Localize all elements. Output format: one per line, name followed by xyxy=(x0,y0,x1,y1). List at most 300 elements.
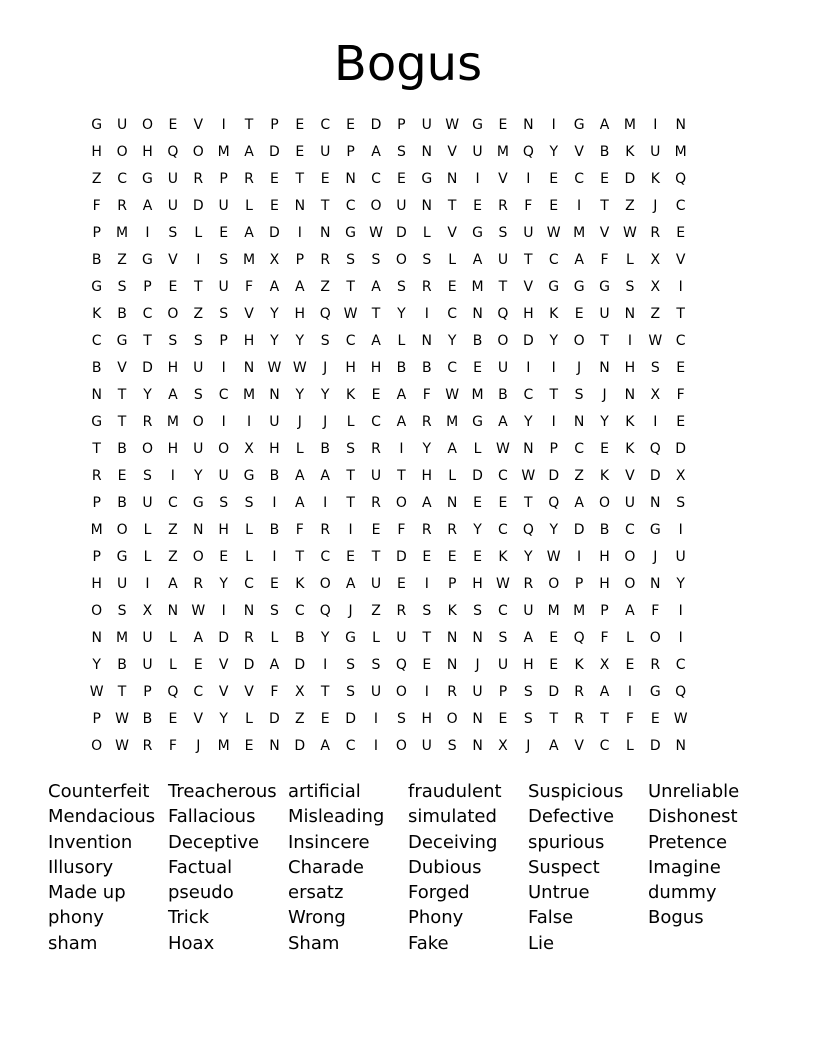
grid-letter[interactable]: M xyxy=(547,603,560,619)
grid-letter[interactable]: A xyxy=(244,225,254,241)
grid-letter[interactable]: E xyxy=(473,198,482,214)
grid-letter[interactable]: Z xyxy=(574,468,584,484)
grid-letter[interactable]: I xyxy=(526,171,531,187)
grid-letter[interactable]: S xyxy=(168,225,178,241)
grid-letter[interactable]: E xyxy=(320,711,330,727)
grid-letter[interactable]: C xyxy=(498,468,508,484)
grid-letter[interactable]: C xyxy=(193,684,204,700)
grid-letter[interactable]: T xyxy=(371,306,381,322)
grid-letter[interactable]: C xyxy=(675,198,686,214)
grid-letter[interactable]: Y xyxy=(320,387,330,403)
grid-letter[interactable]: C xyxy=(498,522,508,538)
grid-letter[interactable]: E xyxy=(168,711,178,727)
grid-letter[interactable]: P xyxy=(143,279,152,295)
grid-letter[interactable]: B xyxy=(320,441,331,457)
grid-letter[interactable]: I xyxy=(272,549,277,565)
grid-letter[interactable]: I xyxy=(373,711,379,727)
grid-letter[interactable]: B xyxy=(269,522,280,538)
grid-letter[interactable]: N xyxy=(675,117,686,133)
grid-letter[interactable]: U xyxy=(650,144,661,160)
grid-letter[interactable]: M xyxy=(217,144,230,160)
grid-letter[interactable]: A xyxy=(320,738,330,754)
grid-letter[interactable]: C xyxy=(599,738,610,754)
grid-letter[interactable]: P xyxy=(498,684,508,700)
grid-letter[interactable]: F xyxy=(600,252,609,268)
grid-letter[interactable]: P xyxy=(219,171,228,187)
grid-letter[interactable]: C xyxy=(371,414,381,430)
grid-letter[interactable]: T xyxy=(524,495,533,511)
grid-letter[interactable]: O xyxy=(395,738,407,754)
grid-letter[interactable]: L xyxy=(143,549,152,565)
grid-letter[interactable]: I xyxy=(145,225,150,241)
grid-letter[interactable]: T xyxy=(193,279,203,295)
grid-letter[interactable]: S xyxy=(346,441,356,457)
grid-letter[interactable]: E xyxy=(473,549,482,565)
grid-letter[interactable]: C xyxy=(574,171,584,187)
grid-letter[interactable]: Y xyxy=(397,306,406,322)
grid-letter[interactable]: I xyxy=(221,117,226,133)
grid-letter[interactable]: P xyxy=(447,576,457,592)
grid-letter[interactable]: Q xyxy=(573,630,585,646)
grid-letter[interactable]: B xyxy=(269,468,280,484)
grid-letter[interactable]: O xyxy=(370,198,382,214)
grid-letter[interactable]: G xyxy=(91,414,103,430)
grid-letter[interactable]: D xyxy=(548,468,560,484)
grid-letter[interactable]: U xyxy=(497,252,509,268)
grid-letter[interactable]: L xyxy=(625,738,634,754)
grid-letter[interactable]: L xyxy=(245,198,253,214)
grid-letter[interactable]: D xyxy=(294,738,306,754)
grid-letter[interactable]: Y xyxy=(600,414,609,430)
grid-letter[interactable]: Q xyxy=(167,684,179,700)
grid-letter[interactable]: A xyxy=(371,333,381,349)
grid-letter[interactable]: E xyxy=(650,711,660,727)
grid-letter[interactable]: F xyxy=(295,522,304,538)
grid-letter[interactable]: G xyxy=(421,171,433,187)
grid-letter[interactable]: Y xyxy=(92,657,101,673)
grid-letter[interactable]: X xyxy=(269,252,280,268)
grid-letter[interactable]: E xyxy=(549,630,559,646)
grid-letter[interactable]: N xyxy=(243,360,255,376)
grid-letter[interactable]: Y xyxy=(219,711,228,727)
grid-letter[interactable]: E xyxy=(346,549,356,565)
grid-letter[interactable]: C xyxy=(320,117,331,133)
grid-letter[interactable]: R xyxy=(193,576,204,592)
grid-letter[interactable]: M xyxy=(674,144,687,160)
grid-letter[interactable]: U xyxy=(599,306,610,322)
grid-letter[interactable]: B xyxy=(599,144,610,160)
grid-letter[interactable]: E xyxy=(422,657,432,673)
grid-letter[interactable]: O xyxy=(116,522,128,538)
grid-letter[interactable]: K xyxy=(574,657,584,673)
grid-letter[interactable]: M xyxy=(623,117,636,133)
grid-letter[interactable]: S xyxy=(447,738,457,754)
grid-letter[interactable]: L xyxy=(143,522,152,538)
grid-letter[interactable]: N xyxy=(319,225,331,241)
grid-letter[interactable]: W xyxy=(191,603,206,619)
grid-letter[interactable]: C xyxy=(447,360,458,376)
grid-letter[interactable]: X xyxy=(142,603,153,619)
grid-letter[interactable]: T xyxy=(524,252,533,268)
grid-letter[interactable]: C xyxy=(574,441,584,457)
grid-letter[interactable]: R xyxy=(371,495,381,511)
grid-letter[interactable]: H xyxy=(142,144,153,160)
grid-letter[interactable]: R xyxy=(650,225,661,241)
grid-letter[interactable]: R xyxy=(142,738,153,754)
grid-letter[interactable]: C xyxy=(345,333,356,349)
grid-letter[interactable]: R xyxy=(117,198,127,214)
grid-letter[interactable]: O xyxy=(141,117,153,133)
grid-letter[interactable]: O xyxy=(649,630,661,646)
grid-letter[interactable]: V xyxy=(244,684,254,700)
grid-letter[interactable]: C xyxy=(294,603,305,619)
grid-letter[interactable]: A xyxy=(421,495,432,511)
grid-letter[interactable]: H xyxy=(243,333,255,349)
grid-letter[interactable]: E xyxy=(270,576,279,592)
grid-letter[interactable]: Z xyxy=(168,549,178,565)
grid-letter[interactable]: I xyxy=(526,360,531,376)
grid-letter[interactable]: T xyxy=(117,414,127,430)
grid-letter[interactable]: C xyxy=(91,333,102,349)
grid-letter[interactable]: B xyxy=(599,522,610,538)
grid-letter[interactable]: X xyxy=(599,657,610,673)
grid-letter[interactable]: T xyxy=(498,279,508,295)
grid-letter[interactable]: R xyxy=(193,171,204,187)
grid-letter[interactable]: R xyxy=(244,171,254,187)
grid-letter[interactable]: T xyxy=(422,630,432,646)
grid-letter[interactable]: E xyxy=(168,117,178,133)
grid-letter[interactable]: V xyxy=(218,684,229,700)
grid-letter[interactable]: S xyxy=(219,252,229,268)
grid-letter[interactable]: S xyxy=(396,144,406,160)
grid-letter[interactable]: L xyxy=(625,630,634,646)
grid-letter[interactable]: G xyxy=(573,279,585,295)
grid-letter[interactable]: L xyxy=(473,441,482,457)
grid-letter[interactable]: F xyxy=(651,603,660,619)
grid-letter[interactable]: F xyxy=(524,198,533,214)
grid-letter[interactable]: N xyxy=(294,198,306,214)
grid-letter[interactable]: F xyxy=(245,279,254,295)
grid-letter[interactable]: E xyxy=(549,171,559,187)
grid-letter[interactable]: W xyxy=(648,333,663,349)
grid-letter[interactable]: R xyxy=(498,198,508,214)
grid-letter[interactable]: T xyxy=(320,684,330,700)
grid-letter[interactable]: V xyxy=(244,306,254,322)
grid-letter[interactable]: I xyxy=(475,171,480,187)
grid-letter[interactable]: H xyxy=(167,360,179,376)
grid-letter[interactable]: W xyxy=(496,441,510,457)
grid-letter[interactable]: P xyxy=(92,549,101,565)
grid-letter[interactable]: V xyxy=(447,225,457,241)
grid-letter[interactable]: E xyxy=(447,279,457,295)
grid-letter[interactable]: O xyxy=(624,549,636,565)
grid-letter[interactable]: P xyxy=(270,117,279,133)
grid-letter[interactable]: G xyxy=(472,117,483,133)
grid-letter[interactable]: I xyxy=(272,495,277,511)
grid-letter[interactable]: D xyxy=(395,225,407,241)
grid-letter[interactable]: M xyxy=(242,252,256,268)
grid-letter[interactable]: D xyxy=(269,144,280,160)
grid-letter[interactable]: S xyxy=(574,387,584,403)
grid-letter[interactable]: C xyxy=(345,738,356,754)
grid-letter[interactable]: A xyxy=(269,279,280,295)
grid-letter[interactable]: A xyxy=(396,387,407,403)
grid-letter[interactable]: H xyxy=(523,306,534,322)
grid-letter[interactable]: D xyxy=(675,441,687,457)
grid-letter[interactable]: O xyxy=(91,738,103,754)
grid-letter[interactable]: S xyxy=(371,657,381,673)
grid-letter[interactable]: S xyxy=(523,711,533,727)
grid-letter[interactable]: U xyxy=(370,684,382,700)
grid-letter[interactable]: R xyxy=(574,684,584,700)
grid-letter[interactable]: S xyxy=(346,657,356,673)
grid-letter[interactable]: C xyxy=(320,549,331,565)
grid-letter[interactable]: J xyxy=(653,549,658,565)
grid-letter[interactable]: D xyxy=(472,468,483,484)
grid-letter[interactable]: Q xyxy=(167,144,179,160)
grid-letter[interactable]: L xyxy=(397,333,406,349)
grid-letter[interactable]: U xyxy=(396,630,407,646)
grid-letter[interactable]: T xyxy=(346,468,355,484)
grid-letter[interactable]: U xyxy=(624,495,636,511)
grid-letter[interactable]: C xyxy=(371,171,381,187)
grid-letter[interactable]: Z xyxy=(625,198,635,214)
grid-letter[interactable]: X xyxy=(650,252,661,268)
grid-letter[interactable]: L xyxy=(245,711,253,727)
grid-letter[interactable]: P xyxy=(92,225,101,241)
grid-letter[interactable]: N xyxy=(446,657,458,673)
grid-letter[interactable]: S xyxy=(523,684,533,700)
grid-letter[interactable]: M xyxy=(471,387,484,403)
grid-letter[interactable]: P xyxy=(92,495,101,511)
grid-letter[interactable]: F xyxy=(625,711,634,727)
grid-letter[interactable]: D xyxy=(345,711,356,727)
grid-letter[interactable]: L xyxy=(448,468,457,484)
letter-grid[interactable] xyxy=(84,112,693,760)
grid-letter[interactable]: J xyxy=(526,738,531,754)
grid-letter[interactable]: D xyxy=(395,549,407,565)
grid-letter[interactable]: N xyxy=(599,360,610,376)
grid-letter[interactable]: N xyxy=(675,738,686,754)
grid-letter[interactable]: E xyxy=(168,279,178,295)
grid-letter[interactable]: O xyxy=(91,603,103,619)
grid-letter[interactable]: F xyxy=(92,198,101,214)
grid-letter[interactable]: D xyxy=(649,738,661,754)
grid-letter[interactable]: Q xyxy=(675,684,687,700)
grid-letter[interactable]: H xyxy=(269,441,280,457)
grid-letter[interactable]: N xyxy=(650,495,661,511)
grid-letter[interactable]: E xyxy=(625,657,635,673)
grid-letter[interactable]: I xyxy=(653,414,658,430)
grid-letter[interactable]: A xyxy=(523,630,534,646)
grid-letter[interactable]: P xyxy=(295,252,305,268)
grid-letter[interactable]: R xyxy=(142,414,153,430)
grid-letter[interactable]: R xyxy=(421,522,432,538)
grid-letter[interactable]: V xyxy=(447,144,457,160)
grid-letter[interactable]: N xyxy=(446,171,458,187)
grid-letter[interactable]: H xyxy=(91,144,102,160)
grid-letter[interactable]: A xyxy=(295,468,305,484)
grid-letter[interactable]: Q xyxy=(497,306,509,322)
grid-letter[interactable]: O xyxy=(218,441,230,457)
grid-letter[interactable]: G xyxy=(649,684,661,700)
grid-letter[interactable]: N xyxy=(573,414,585,430)
grid-letter[interactable]: A xyxy=(142,198,153,214)
grid-letter[interactable]: T xyxy=(117,684,127,700)
grid-letter[interactable]: E xyxy=(549,657,559,673)
grid-letter[interactable]: H xyxy=(370,360,382,376)
grid-letter[interactable]: E xyxy=(396,576,406,592)
grid-letter[interactable]: A xyxy=(371,279,381,295)
grid-letter[interactable]: T xyxy=(371,549,381,565)
grid-letter[interactable]: G xyxy=(472,414,483,430)
grid-letter[interactable]: E xyxy=(498,117,508,133)
grid-letter[interactable]: V xyxy=(498,171,508,187)
grid-letter[interactable]: E xyxy=(498,495,508,511)
grid-letter[interactable]: I xyxy=(221,414,226,430)
grid-letter[interactable]: N xyxy=(91,387,102,403)
grid-letter[interactable]: M xyxy=(446,414,459,430)
grid-letter[interactable]: Y xyxy=(193,468,203,484)
grid-letter[interactable]: Q xyxy=(395,657,407,673)
grid-letter[interactable]: U xyxy=(193,441,204,457)
grid-letter[interactable]: Z xyxy=(168,522,178,538)
grid-letter[interactable]: S xyxy=(219,495,229,511)
grid-letter[interactable]: H xyxy=(523,657,534,673)
grid-letter[interactable]: G xyxy=(345,630,357,646)
grid-letter[interactable]: U xyxy=(472,684,483,700)
grid-letter[interactable]: G xyxy=(243,468,255,484)
grid-letter[interactable]: G xyxy=(142,252,153,268)
grid-letter[interactable]: P xyxy=(346,144,355,160)
grid-letter[interactable]: H xyxy=(91,576,102,592)
grid-letter[interactable]: O xyxy=(192,549,204,565)
grid-letter[interactable]: O xyxy=(395,684,407,700)
grid-letter[interactable]: V xyxy=(117,360,127,376)
grid-letter[interactable]: E xyxy=(676,225,686,241)
grid-letter[interactable]: U xyxy=(497,657,509,673)
grid-letter[interactable]: O xyxy=(573,333,585,349)
grid-letter[interactable]: E xyxy=(295,117,305,133)
grid-letter[interactable]: I xyxy=(221,360,226,376)
grid-letter[interactable]: K xyxy=(599,468,610,484)
grid-letter[interactable]: G xyxy=(599,279,610,295)
grid-letter[interactable]: C xyxy=(675,657,686,673)
grid-letter[interactable]: S xyxy=(422,603,432,619)
grid-letter[interactable]: I xyxy=(678,630,683,646)
grid-letter[interactable]: L xyxy=(372,630,380,646)
grid-letter[interactable]: H xyxy=(218,522,229,538)
grid-letter[interactable]: Q xyxy=(319,603,331,619)
grid-letter[interactable]: I xyxy=(373,738,379,754)
grid-letter[interactable]: V xyxy=(523,279,534,295)
grid-letter[interactable]: T xyxy=(600,711,609,727)
grid-letter[interactable]: T xyxy=(295,171,305,187)
grid-letter[interactable]: E xyxy=(676,414,686,430)
grid-letter[interactable]: O xyxy=(192,414,204,430)
grid-letter[interactable]: E xyxy=(473,495,482,511)
grid-letter[interactable]: A xyxy=(498,414,508,430)
grid-letter[interactable]: W xyxy=(673,711,688,727)
grid-letter[interactable]: T xyxy=(549,387,558,403)
grid-letter[interactable]: T xyxy=(295,549,305,565)
grid-letter[interactable]: H xyxy=(421,711,433,727)
grid-letter[interactable]: Z xyxy=(371,603,381,619)
grid-letter[interactable]: W xyxy=(445,117,460,133)
grid-letter[interactable]: P xyxy=(92,711,101,727)
grid-letter[interactable]: N xyxy=(421,333,433,349)
grid-letter[interactable]: I xyxy=(221,603,226,619)
grid-letter[interactable]: S xyxy=(244,495,254,511)
grid-letter[interactable]: H xyxy=(472,576,483,592)
grid-letter[interactable]: Z xyxy=(117,252,127,268)
grid-letter[interactable]: I xyxy=(348,522,353,538)
grid-letter[interactable]: D xyxy=(573,522,585,538)
grid-letter[interactable]: F xyxy=(397,522,406,538)
grid-letter[interactable]: R xyxy=(320,252,331,268)
grid-letter[interactable]: E xyxy=(270,198,279,214)
grid-letter[interactable]: X xyxy=(650,387,661,403)
grid-letter[interactable]: S xyxy=(346,252,356,268)
grid-letter[interactable]: X xyxy=(244,441,254,457)
grid-letter[interactable]: C xyxy=(167,495,178,511)
grid-letter[interactable]: U xyxy=(269,414,280,430)
grid-letter[interactable]: T xyxy=(549,711,558,727)
grid-letter[interactable]: R xyxy=(396,603,407,619)
grid-letter[interactable]: R xyxy=(447,684,458,700)
grid-letter[interactable]: O xyxy=(167,306,179,322)
grid-letter[interactable]: J xyxy=(323,414,328,430)
grid-letter[interactable]: S xyxy=(396,279,406,295)
grid-letter[interactable]: S xyxy=(193,387,203,403)
grid-letter[interactable]: S xyxy=(371,252,381,268)
grid-letter[interactable]: S xyxy=(168,333,178,349)
grid-letter[interactable]: Z xyxy=(193,306,204,322)
grid-letter[interactable]: C xyxy=(244,576,254,592)
grid-letter[interactable]: B xyxy=(295,630,305,646)
grid-letter[interactable]: C xyxy=(117,171,127,187)
grid-letter[interactable]: U xyxy=(142,657,153,673)
grid-letter[interactable]: D xyxy=(243,657,255,673)
grid-letter[interactable]: T xyxy=(92,441,101,457)
grid-letter[interactable]: I xyxy=(653,117,658,133)
grid-letter[interactable]: Y xyxy=(473,522,482,538)
grid-letter[interactable]: Y xyxy=(295,387,305,403)
grid-letter[interactable]: N xyxy=(91,630,102,646)
grid-letter[interactable]: C xyxy=(498,603,508,619)
grid-letter[interactable]: M xyxy=(116,630,129,646)
grid-letter[interactable]: A xyxy=(168,576,178,592)
grid-letter[interactable]: Y xyxy=(422,441,432,457)
grid-letter[interactable]: N xyxy=(446,495,458,511)
grid-letter[interactable]: V xyxy=(193,117,204,133)
grid-letter[interactable]: Z xyxy=(320,279,330,295)
grid-letter[interactable]: I xyxy=(577,549,582,565)
grid-letter[interactable]: C xyxy=(218,387,229,403)
grid-letter[interactable]: R xyxy=(421,414,432,430)
grid-letter[interactable]: Y xyxy=(143,387,152,403)
grid-letter[interactable]: I xyxy=(577,198,582,214)
grid-letter[interactable]: O xyxy=(319,576,331,592)
grid-letter[interactable]: I xyxy=(678,522,683,538)
grid-letter[interactable]: P xyxy=(219,333,228,349)
grid-letter[interactable]: L xyxy=(422,225,431,241)
grid-letter[interactable]: J xyxy=(196,738,201,754)
grid-letter[interactable]: W xyxy=(267,360,282,376)
grid-letter[interactable]: B xyxy=(396,360,407,376)
grid-letter[interactable]: B xyxy=(142,711,153,727)
grid-letter[interactable]: W xyxy=(546,225,561,241)
